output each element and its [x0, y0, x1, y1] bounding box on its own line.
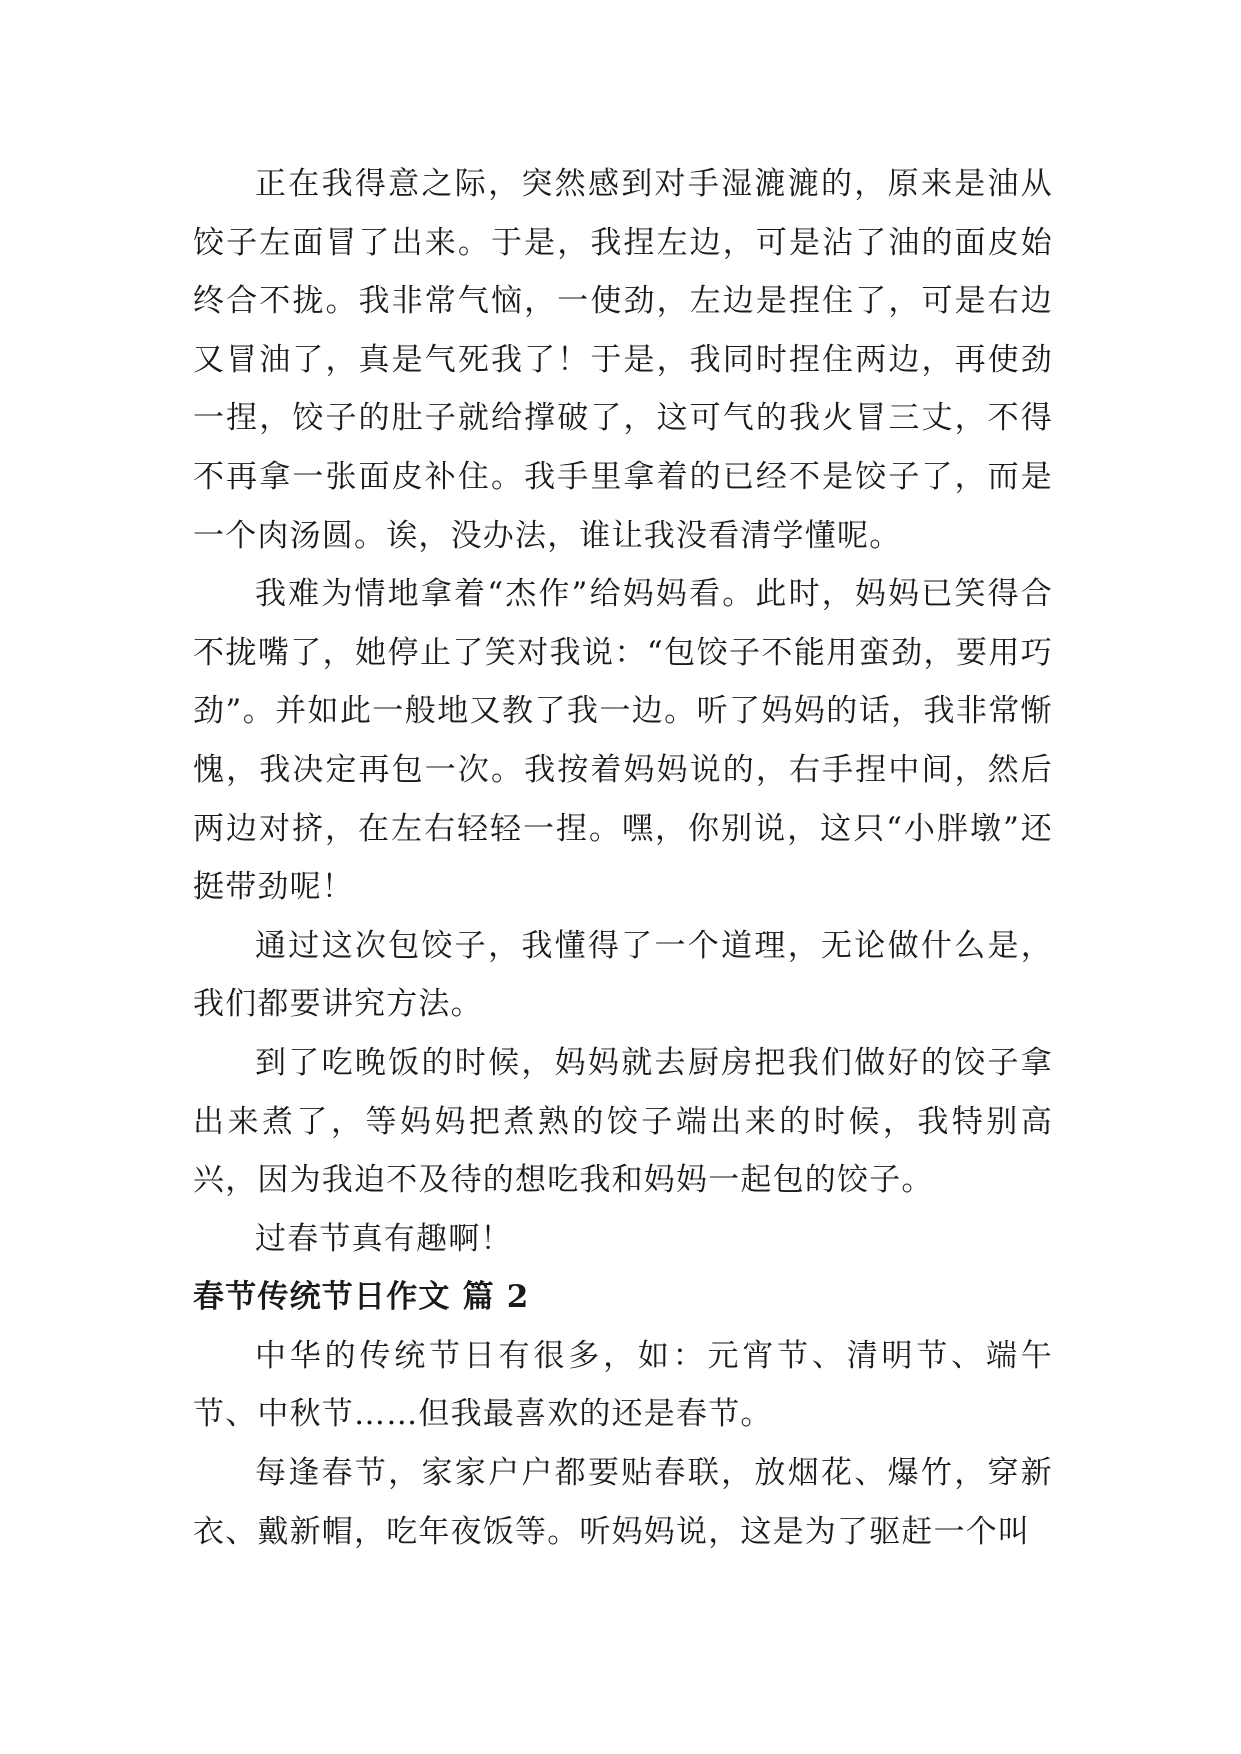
section-paragraph-2: 每逢春节，家家户户都要贴春联，放烟花、爆竹，穿新衣、戴新帽，吃年夜饭等。听妈妈说，这是为了驱赶一个叫	[193, 1455, 1053, 1550]
paragraph-1: 正在我得意之际，突然感到对手湿漉漉的，原来是油从饺子左面冒了出来。于是，我捏左边，可是沾了油的面皮始终合不拢。我非常气恼，一使劲，左边是捏住了，可是右边又冒油了，真是气死我了！于是，我同时捏住两边，再使劲一捏，饺子的肚子就给撑破了，这可气的我火冒三丈，不得不再拿一张面皮补住。我手里拿着的已经不是饺子了，而是一个肉汤圆。诶，没办法，谁让我没看清学懂呢。	[193, 166, 1053, 554]
paragraph-4: 到了吃晚饭的时候，妈妈就去厨房把我们做好的饺子拿出来煮了，等妈妈把煮熟的饺子端出来的时候，我特别高兴，因为我迫不及待的想吃我和妈妈一起包的饺子。	[193, 1044, 1053, 1199]
section-title: 春节传统节日作文 篇 2	[193, 1279, 530, 1316]
paragraph-3: 通过这次包饺子，我懂得了一个道理，无论做什么是，我们都要讲究方法。	[193, 927, 1053, 1023]
section-paragraph-1: 中华的传统节日有很多，如：元宵节、清明节、端午节、中秋节……但我最喜欢的还是春节。	[193, 1337, 1053, 1433]
paragraph-2: 我难为情地拿着“杰作”给妈妈看。此时，妈妈已笑得合不拢嘴了，她停止了笑对我说：“包饺子不能用蛮劲，要用巧劲”。并如此一般地又教了我一边。听了妈妈的话，我非常惭愧，我决定再包一次。我按着妈妈说的，右手捏中间，然后两边对挤，在左右轻轻一捏。嘿，你别说，这只“小胖墩”还挺带劲呢！	[193, 576, 1053, 906]
paragraph-5: 过春节真有趣啊！	[255, 1220, 513, 1257]
document-body	[193, 155, 1053, 1561]
document-page	[193, 0, 1053, 1754]
